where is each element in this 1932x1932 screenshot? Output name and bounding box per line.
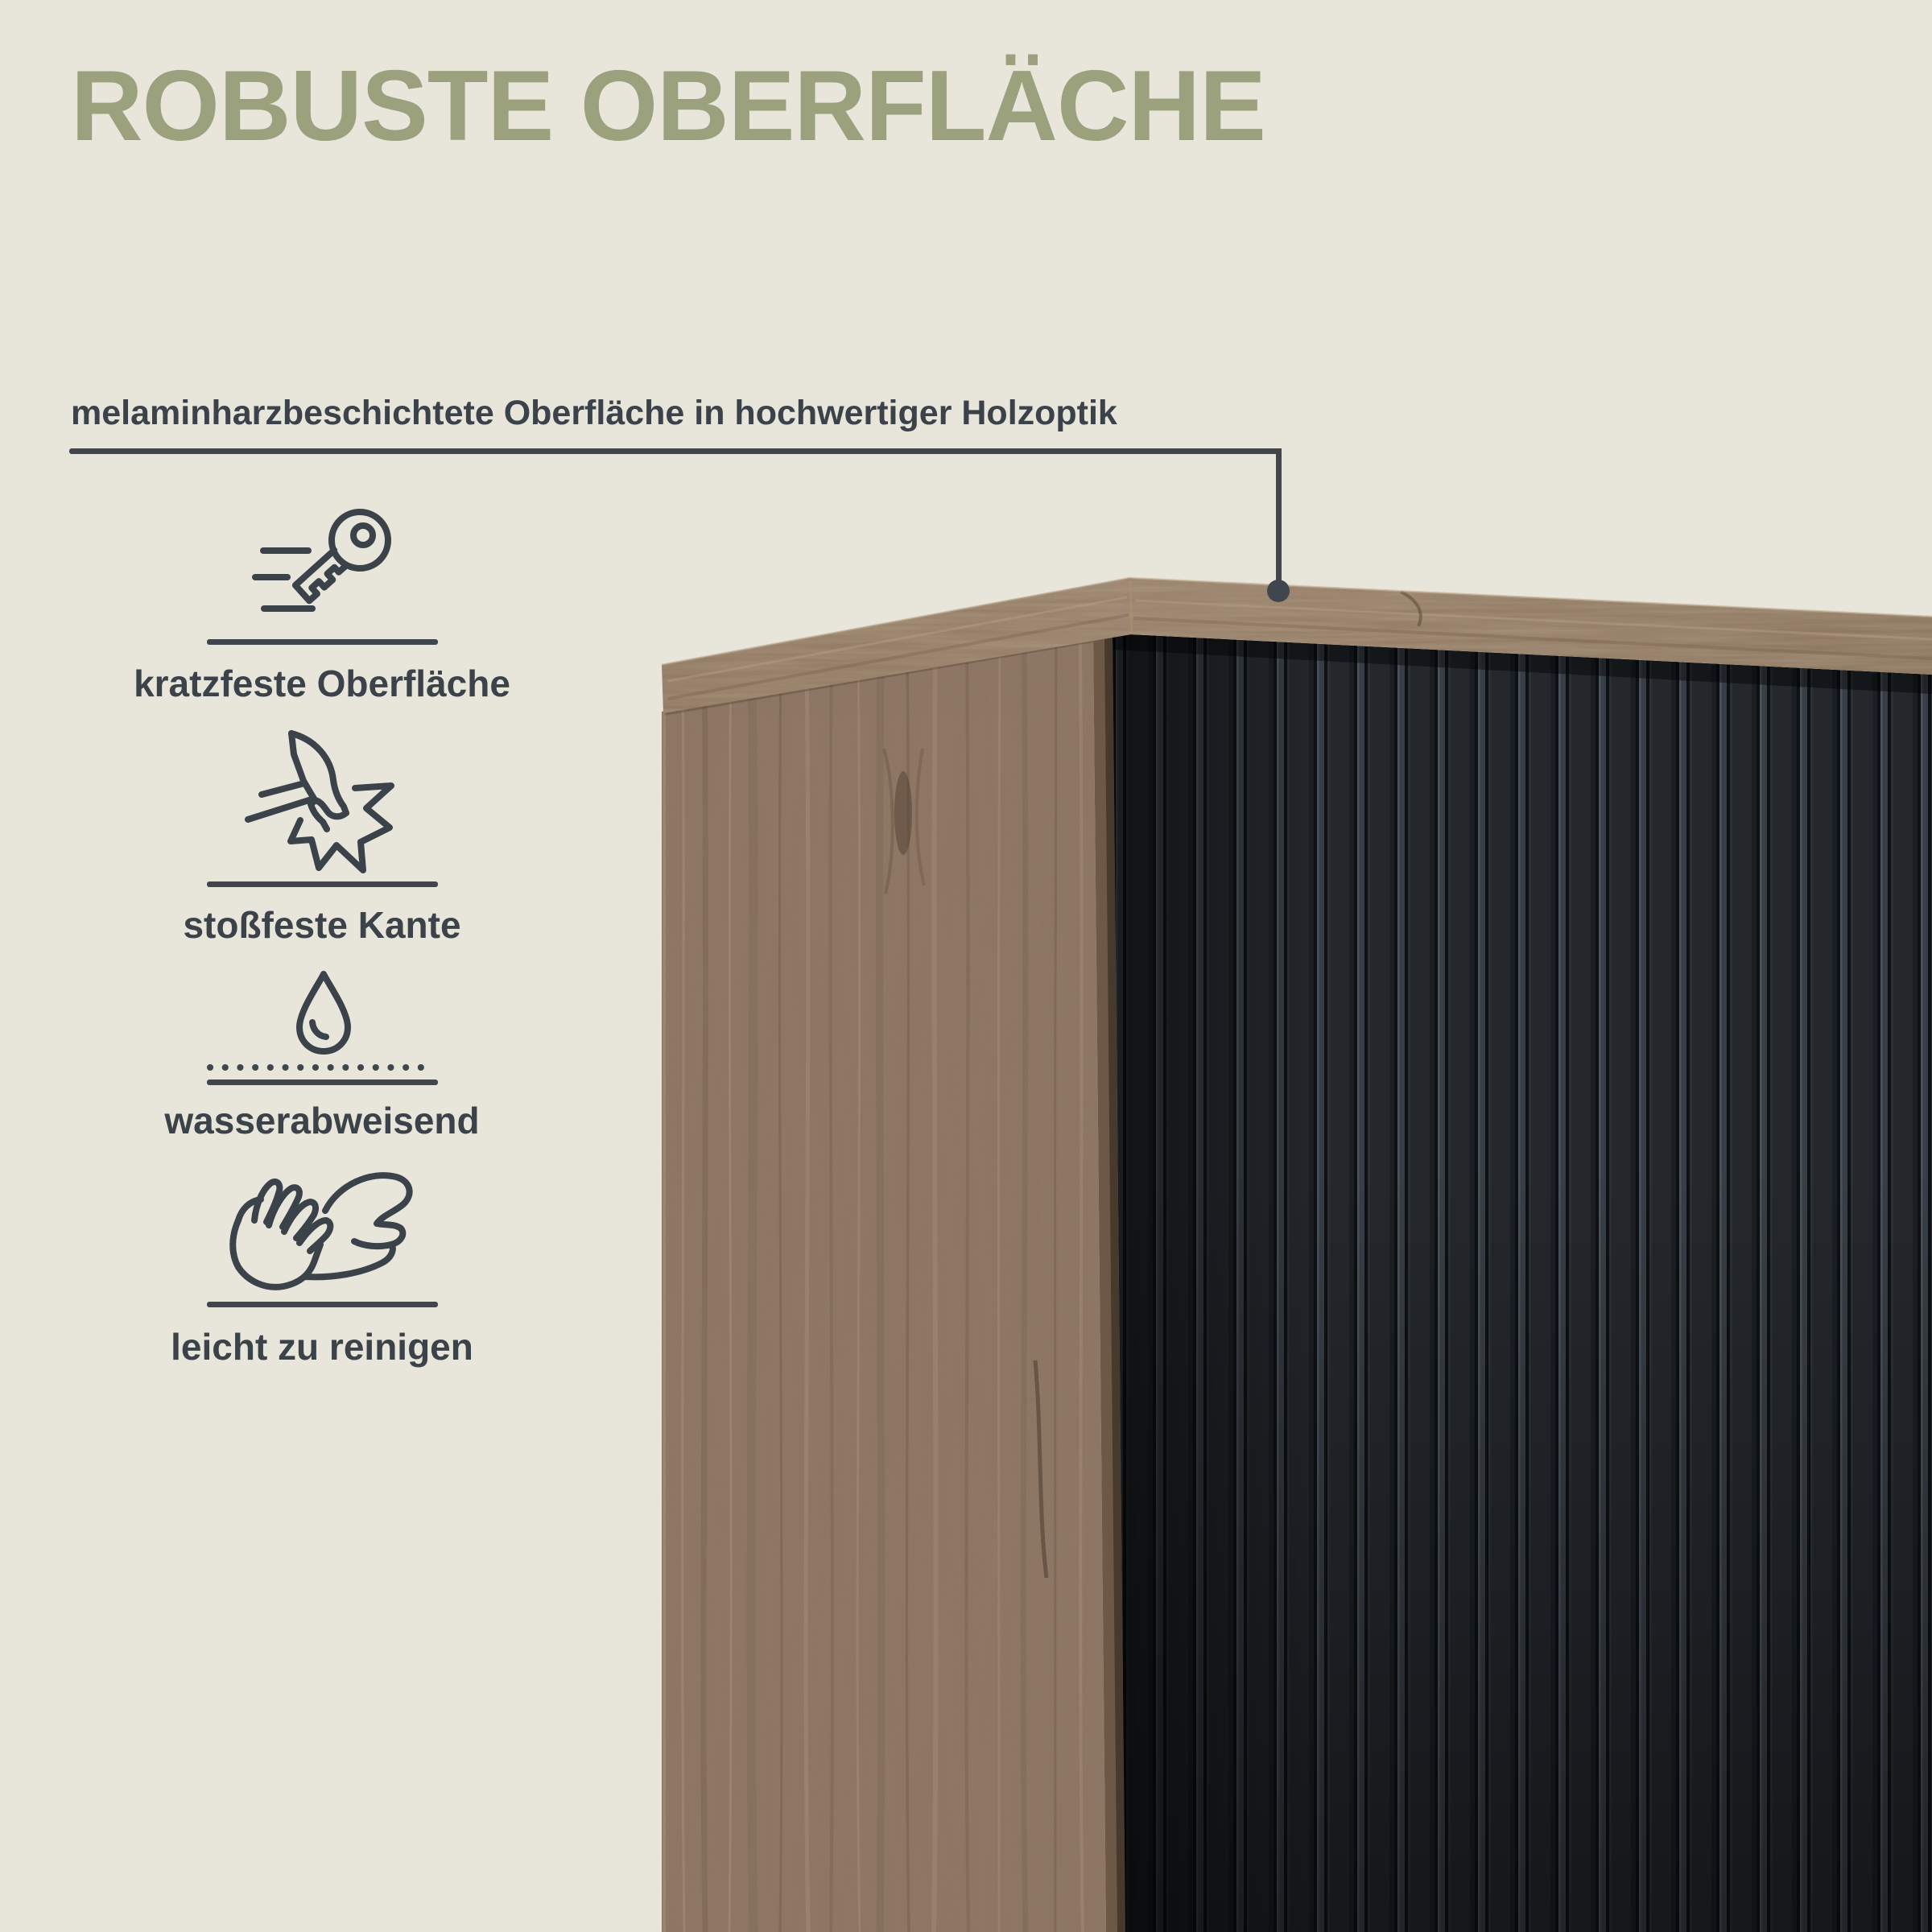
wipe-cloth [325, 1175, 410, 1246]
callout-vertical-line [1276, 448, 1282, 587]
speed-key-icon [251, 499, 396, 620]
hammer-impact-icon [242, 729, 394, 873]
wood-knot [894, 771, 912, 855]
feature-label-scratchproof: kratzfeste Oberfläche [134, 663, 510, 704]
callout-horizontal-line [69, 448, 1282, 454]
page-title: ROBUSTE OBERFLÄCHE [71, 51, 1265, 162]
feature-divider [207, 1080, 438, 1085]
feature-label-waterrepellent: wasserabweisend [164, 1100, 480, 1141]
dotted-surface-line [205, 1063, 439, 1072]
callout-dot [1267, 580, 1290, 602]
feature-label-easyclean: leicht zu reinigen [171, 1326, 473, 1368]
hand-wipe-icon [227, 1164, 416, 1297]
feature-divider [207, 639, 438, 645]
feature-label-impactproof: stoßfeste Kante [183, 904, 461, 946]
water-drop-icon [295, 971, 352, 1055]
feature-divider [207, 1302, 438, 1307]
cabinet-side-panel [662, 628, 1113, 1932]
annotation-label: melaminharzbeschichtete Oberfläche in hochwertiger Holzoptik [71, 394, 1117, 432]
hammer-handle [262, 783, 304, 795]
cabinet-slat-door [1113, 628, 1932, 1932]
drop-shine [312, 1022, 326, 1037]
feature-divider [207, 881, 438, 887]
